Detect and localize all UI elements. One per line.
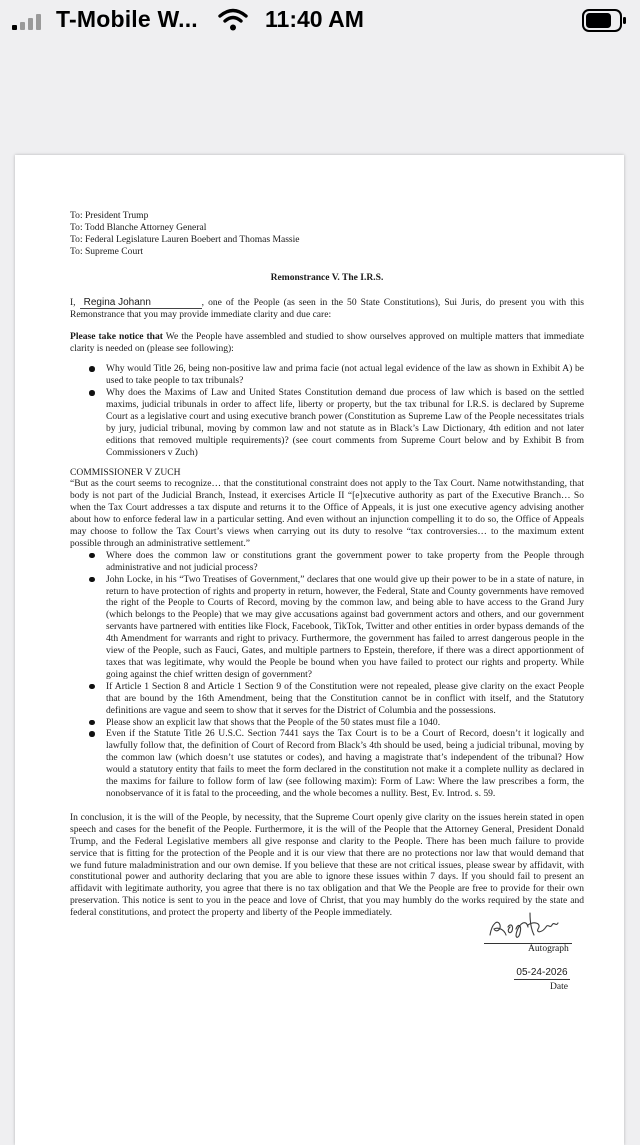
conclusion-paragraph: In conclusion, it is the will of the People, by necessity, that the Supreme Court openly give clarity on the issues herein stated in open speech and cases for the benefit of the People. Furthermore, it is the will of the People that the Attorney General, President Donald Trump, and the Federal Legislative members all give response and clarity to the People. There has been much failure to provide service that is fitting for the protection of the People and it is our view that there are no protections nor law that would demand that we fund future maladministration and our own demise. If you believe that these are not critical issues, please swear by affidavit, with constitutional power and authority declaring that you are able to ignore these issues within 7 days. If you should fail to present an affidavit with legitimate authority, you agree that there is no tax obligation and that We the People are free to provide for their own preservation. This notice is sent to you in the peace and love of Christ, that you may humbly do the works required by the state and federal constitutions, and protect the property and liberty of the People immediately. [70, 811, 584, 919]
list-item: John Locke, in his “Two Treatises of Government,” declares that one would give up their power to be in a state of nature, in return to have protection of rights and property in return, however, the Federal, State and County governments have removed the right of the People to Courts of Record, moving by the common law, and being able to have access to the Grand Jury (which belongs to the People) that we may give accusations against bad government actors and others, and our government servants have partnered with entities like Flock, Facebook, TikTok, Twitter and other entities in order bypass demands of the 4th Amendment for warrants and right to privacy. Furthermore, the government has failed to arrest dangerous people in the view of the People, such as Fauci, Gates, and multiple partners to Epstein, therefore, if there was a direct apportionment of taxes that was legitimate, why would the People be bound when you have failed to protect our rights and property. While going against the chief written design of government? [70, 574, 584, 681]
signature-block [70, 919, 584, 991]
date-value: 05-24-2026 [514, 967, 570, 980]
list-item: Why does the Maxims of Law and United States Constitution demand due process of law which is based on the settled maxims, judicial tribunals in order to affect life, liberty or property, but the tax tribunal for I.R.S. is declared by Supreme Court as a legislative court and using executive branch power (Constitution as Supreme Law of the People necessitates trials by jury, judicial tribunal, moving by common law and not statute as in Black’s Law Dictionary, 4th edition and not later editions that removed multiple requirements)? (see court comments from Supreme Court below and by Exhibit B from Commissioners v Zuch) [70, 387, 584, 458]
intro-prefix: I, [70, 296, 80, 308]
document-title: Remonstrance V. The I.R.S. [270, 271, 384, 283]
list-item: Why would Title 26, being non-positive law and prima facie (not actual legal evidence of the law as shown in Exhibit A) be used to take people to tax tribunals? [70, 363, 584, 387]
cellular-signal-icon [12, 13, 48, 30]
notice-paragraph [70, 331, 584, 355]
clock-time: 11:40 AM [265, 6, 364, 32]
addressee-line: To: Federal Legislature Lauren Boebert and Thomas Massie [70, 233, 300, 245]
document-page[interactable] [15, 155, 624, 1145]
notice-text: We the People have assembled and studied to show ourselves approved on multiple matters that immediate clarity is needed on (please see following): [70, 331, 584, 355]
remonstrance-document [70, 210, 584, 991]
intro-paragraph [70, 297, 584, 321]
list-item: Where does the common law or constitutions grant the government power to take property from the People through administrative and not judicial process? [70, 550, 584, 574]
filled-name-field: Regina Johann [80, 297, 202, 309]
addressee-line: To: Supreme Court [70, 245, 144, 257]
list-item: If Article 1 Section 8 and Article 1 Section 9 of the Constitution were not repealed, please give clarity on the exact People that are bound by the 16th Amendment, being that the Constitution cannot be in conflict with itself, and the Statutory definitions are vague and seem to show that it serves for the District of Columbia and the possessions. [70, 681, 584, 717]
handwritten-signature [484, 905, 562, 941]
addressee-list [70, 210, 584, 258]
status-bar [0, 0, 640, 44]
battery-icon [582, 9, 628, 32]
addressee-line: To: Todd Blanche Attorney General [70, 221, 207, 233]
question-list-1 [70, 363, 584, 458]
signature-label: Autograph [528, 943, 569, 955]
carrier-name: T-Mobile W... [56, 6, 198, 32]
list-item: Please show an explicit law that shows that the People of the 50 states must file a 1040. [70, 717, 584, 729]
commissioner-quote: “But as the court seems to recognize… that the constitutional constraint does not apply to the Tax Court. Name notwithstanding, that body is not part of the Judicial Branch, Instead, it exercises Article II “[e]xecutive authority as part of the Executive Branch… So when the Tax Court addresses a tax dispute and returns it to the Office of Appeals, it is just one executive agency advising another about how to enforce federal law in a particular setting. And even without an injunction compelling it to do so, the Office of Appeals may choose to follow the Tax Court’s views when carrying out its duty to resolve “tax controversies… to the maximum extent possible through an administrative settlement.” [70, 478, 584, 549]
intro-suffix: , one of the People (as seen in the 50 State Constitutions), Sui Juris, do present you with this Remonstrance that you may provide immediate clarity and due care: [70, 296, 585, 320]
notice-bold-lead: Please take notice that [70, 331, 163, 343]
addressee-line: To: President Trump [70, 210, 149, 221]
wifi-icon [218, 8, 248, 32]
date-label: Date [550, 981, 569, 993]
commissioner-heading: COMMISSIONER V ZUCH [70, 466, 181, 478]
question-list-2 [70, 550, 584, 800]
list-item: Even if the Statute Title 26 U.S.C. Section 7441 says the Tax Court is to be a Court of Record, doesn’t it logically and lawfully follow that, the definition of Court of Record from Black’s 4th should be used, being a judicial tribunal, moving by the common law (which doesn’t use statutes or codes), and having a magistrate that’s independent of the tribunal? How would a statutory entity that fails to meet the form declared in the constitution not make it a complete nullity as declared in the maxims for failure to follow form of law (see following maxim): Form of Law: Where the law prescribes a form, the nonobservance of it is fatal to the proceeding, and the whole becomes a nullity. Best, Ev. Introd. s. 59. [70, 728, 584, 799]
